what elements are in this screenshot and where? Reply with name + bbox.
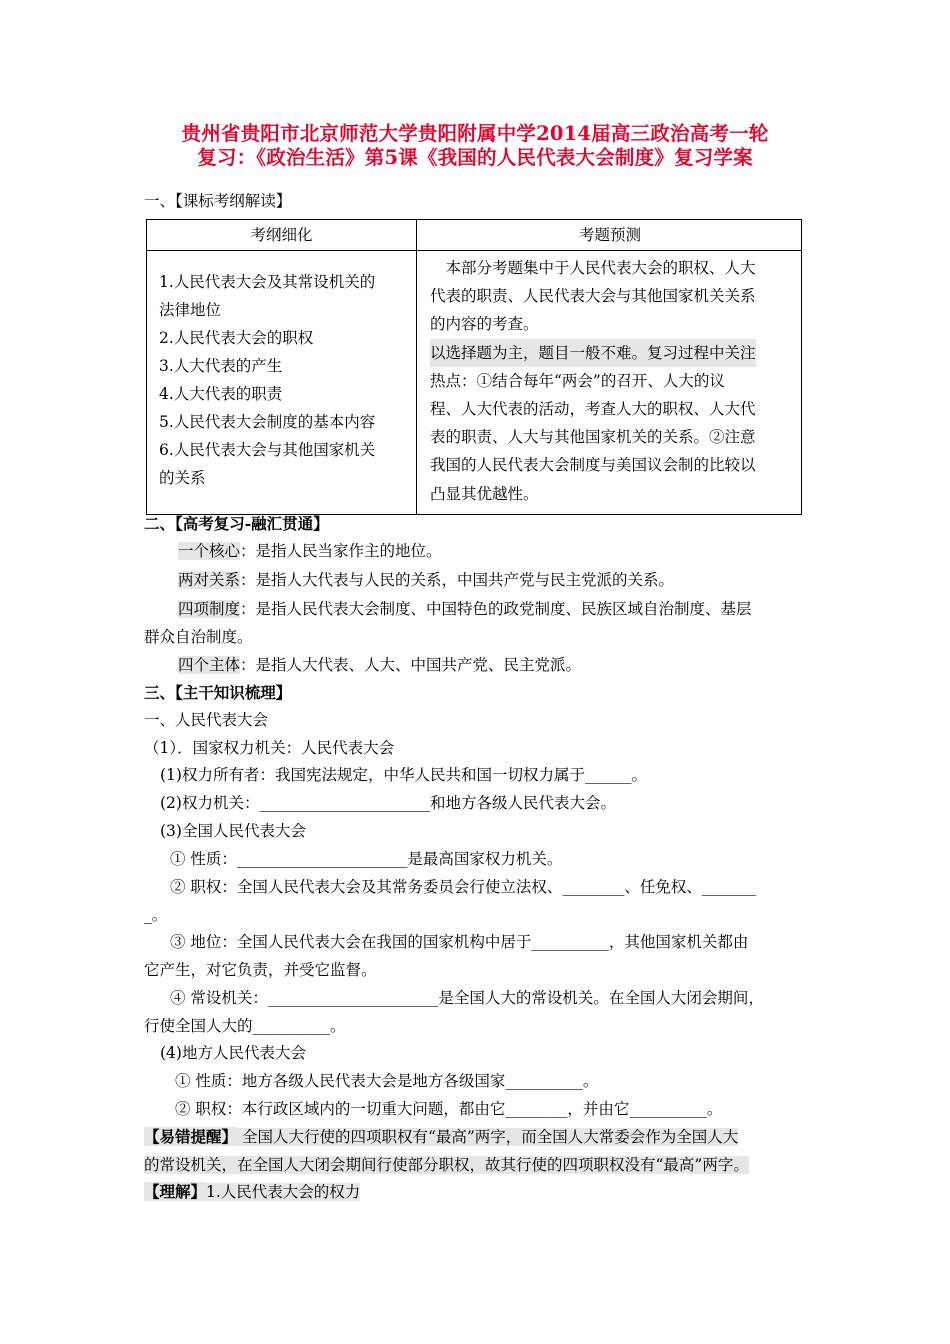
para-power-organ: （1）．国家权力机关：人民代表大会 [144, 739, 395, 757]
prediction-line: 的内容的考查。 [430, 315, 539, 334]
concept-text: ：是指人大代表与人民的关系，中国共产党与民主党派的关系。 [240, 571, 675, 589]
concept-term: 一个核心 [178, 542, 241, 560]
concept-term: 两对关系 [178, 571, 241, 589]
table-header-prediction: 考题预测 [578, 226, 641, 244]
concept-term: 四个主体 [178, 656, 241, 674]
para-powers: ② 职权：全国人民代表大会及其常务委员会行使立法权、________、任免权、_______ [170, 878, 757, 896]
concept-systems [178, 599, 752, 619]
concept-text: ：是指人大代表、人大、中国共产党、民主党派。 [240, 656, 582, 674]
prediction-line: 本部分考题集中于人民代表大会的职权、人大 [430, 259, 756, 277]
section1-heading: 一、【课标考纲解读】 [144, 192, 292, 210]
para-power-owner: (1)权力所有者：我国宪法规定，中华人民共和国一切权力属于______。 [160, 766, 647, 784]
prediction-text [430, 254, 792, 508]
prediction-line: 表的职责、人大与其他国家机关的关系。②注意 [430, 428, 756, 447]
syllabus-item: 5.人民代表大会制度的基本内容 [159, 413, 376, 431]
understand-label: 【理解】 [144, 1182, 207, 1201]
title-line-2: 复习：《政治生活》第5课《我国的人民代表大会制度》复习学案 [197, 146, 753, 169]
para-standing-organ-cont: 行使全国人大的__________。 [144, 1017, 346, 1035]
para-status: ③ 地位：全国人民代表大会在我国的国家机构中居于__________，其他国家机关都由 [170, 933, 749, 951]
error-tip-text: 全国人大行使的四项职权有“最高”两字，而全国人大常委会作为全国人大 [237, 1128, 739, 1146]
para-status-cont: 它产生，对它负责，并受它监督。 [144, 961, 377, 979]
subheading-npc: 一、人民代表大会 [144, 711, 269, 729]
concept-text: ：是指人民代表大会制度、中国特色的政党制度、民族区域自治制度、基层 [240, 600, 752, 618]
document-title [130, 122, 820, 170]
prediction-line: 凸显其优越性。 [430, 484, 539, 503]
syllabus-item: 6.人民代表大会与其他国家机关 [159, 441, 376, 459]
prediction-line: 以选择题为主，题目一般不难。复习过程中关注 [430, 339, 756, 367]
error-tip-label: 【易错提醒】 [144, 1127, 238, 1146]
para-standing-organ: ④ 常设机关：______________________是全国人大的常设机关。在全国人大闭会期间， [170, 989, 764, 1007]
syllabus-item: 2.人民代表大会的职权 [159, 329, 314, 347]
prediction-line: 代表的职责、人民代表大会与其他国家机关关系 [430, 287, 756, 306]
para-local-npc: (4)地方人民代表大会 [160, 1044, 306, 1062]
syllabus-table [146, 219, 802, 515]
error-tip-cont [144, 1155, 749, 1175]
para-power-organs: (2)权力机关：______________________和地方各级人民代表大会。 [160, 794, 616, 812]
section2-heading: 二、【高考复习-融汇贯通】 [144, 514, 329, 533]
section3-heading: 三、【主干知识梳理】 [144, 683, 292, 702]
concept-systems-cont: 群众自治制度。 [144, 628, 253, 646]
para-local-powers: ② 职权：本行政区域内的一切重大问题，都由它________，并由它__________。 [175, 1100, 723, 1118]
concept-core [178, 541, 442, 561]
syllabus-item: 3.人大代表的产生 [159, 357, 283, 375]
prediction-line: 热点：①结合每年“两会”的召开、人大的议 [430, 371, 725, 390]
syllabus-list [159, 268, 409, 492]
concept-text: ：是指人民当家作主的地位。 [240, 542, 442, 560]
concept-relations [178, 570, 674, 590]
table-header-divider [147, 250, 801, 251]
title-line-1: 贵州省贵阳市北京师范大学贵阳附属中学2014届高三政治高考一轮 [181, 122, 769, 145]
prediction-line: 程、人大代表的活动，考查人大的职权、人大代 [430, 400, 756, 419]
syllabus-item: 1.人民代表大会及其常设机关的 [159, 273, 376, 291]
syllabus-item: 4.人大代表的职责 [159, 385, 283, 403]
para-national-npc: (3)全国人民代表大会 [160, 822, 306, 840]
syllabus-item: 的关系 [159, 469, 206, 487]
understand-text: 1.人民代表大会的权力 [206, 1183, 361, 1201]
concept-subjects [178, 655, 581, 675]
error-tip-text: 的常设机关，在全国人大闭会期间行使部分职权，故其行使的四项职权没有“最高”两字。 [144, 1156, 749, 1174]
syllabus-item: 法律地位 [159, 301, 222, 319]
para-nature: ① 性质：______________________是最高国家权力机关。 [170, 850, 563, 868]
prediction-line: 我国的人民代表大会制度与美国议会制的比较以 [430, 456, 756, 475]
table-column-divider [416, 220, 417, 514]
error-tip [144, 1127, 738, 1147]
table-header-syllabus: 考纲细化 [250, 226, 313, 244]
understand-heading [144, 1182, 360, 1202]
concept-term: 四项制度 [178, 600, 241, 618]
para-powers-cont: _。 [144, 906, 168, 924]
para-local-nature: ① 性质：地方各级人民代表大会是地方各级国家__________。 [175, 1072, 599, 1090]
